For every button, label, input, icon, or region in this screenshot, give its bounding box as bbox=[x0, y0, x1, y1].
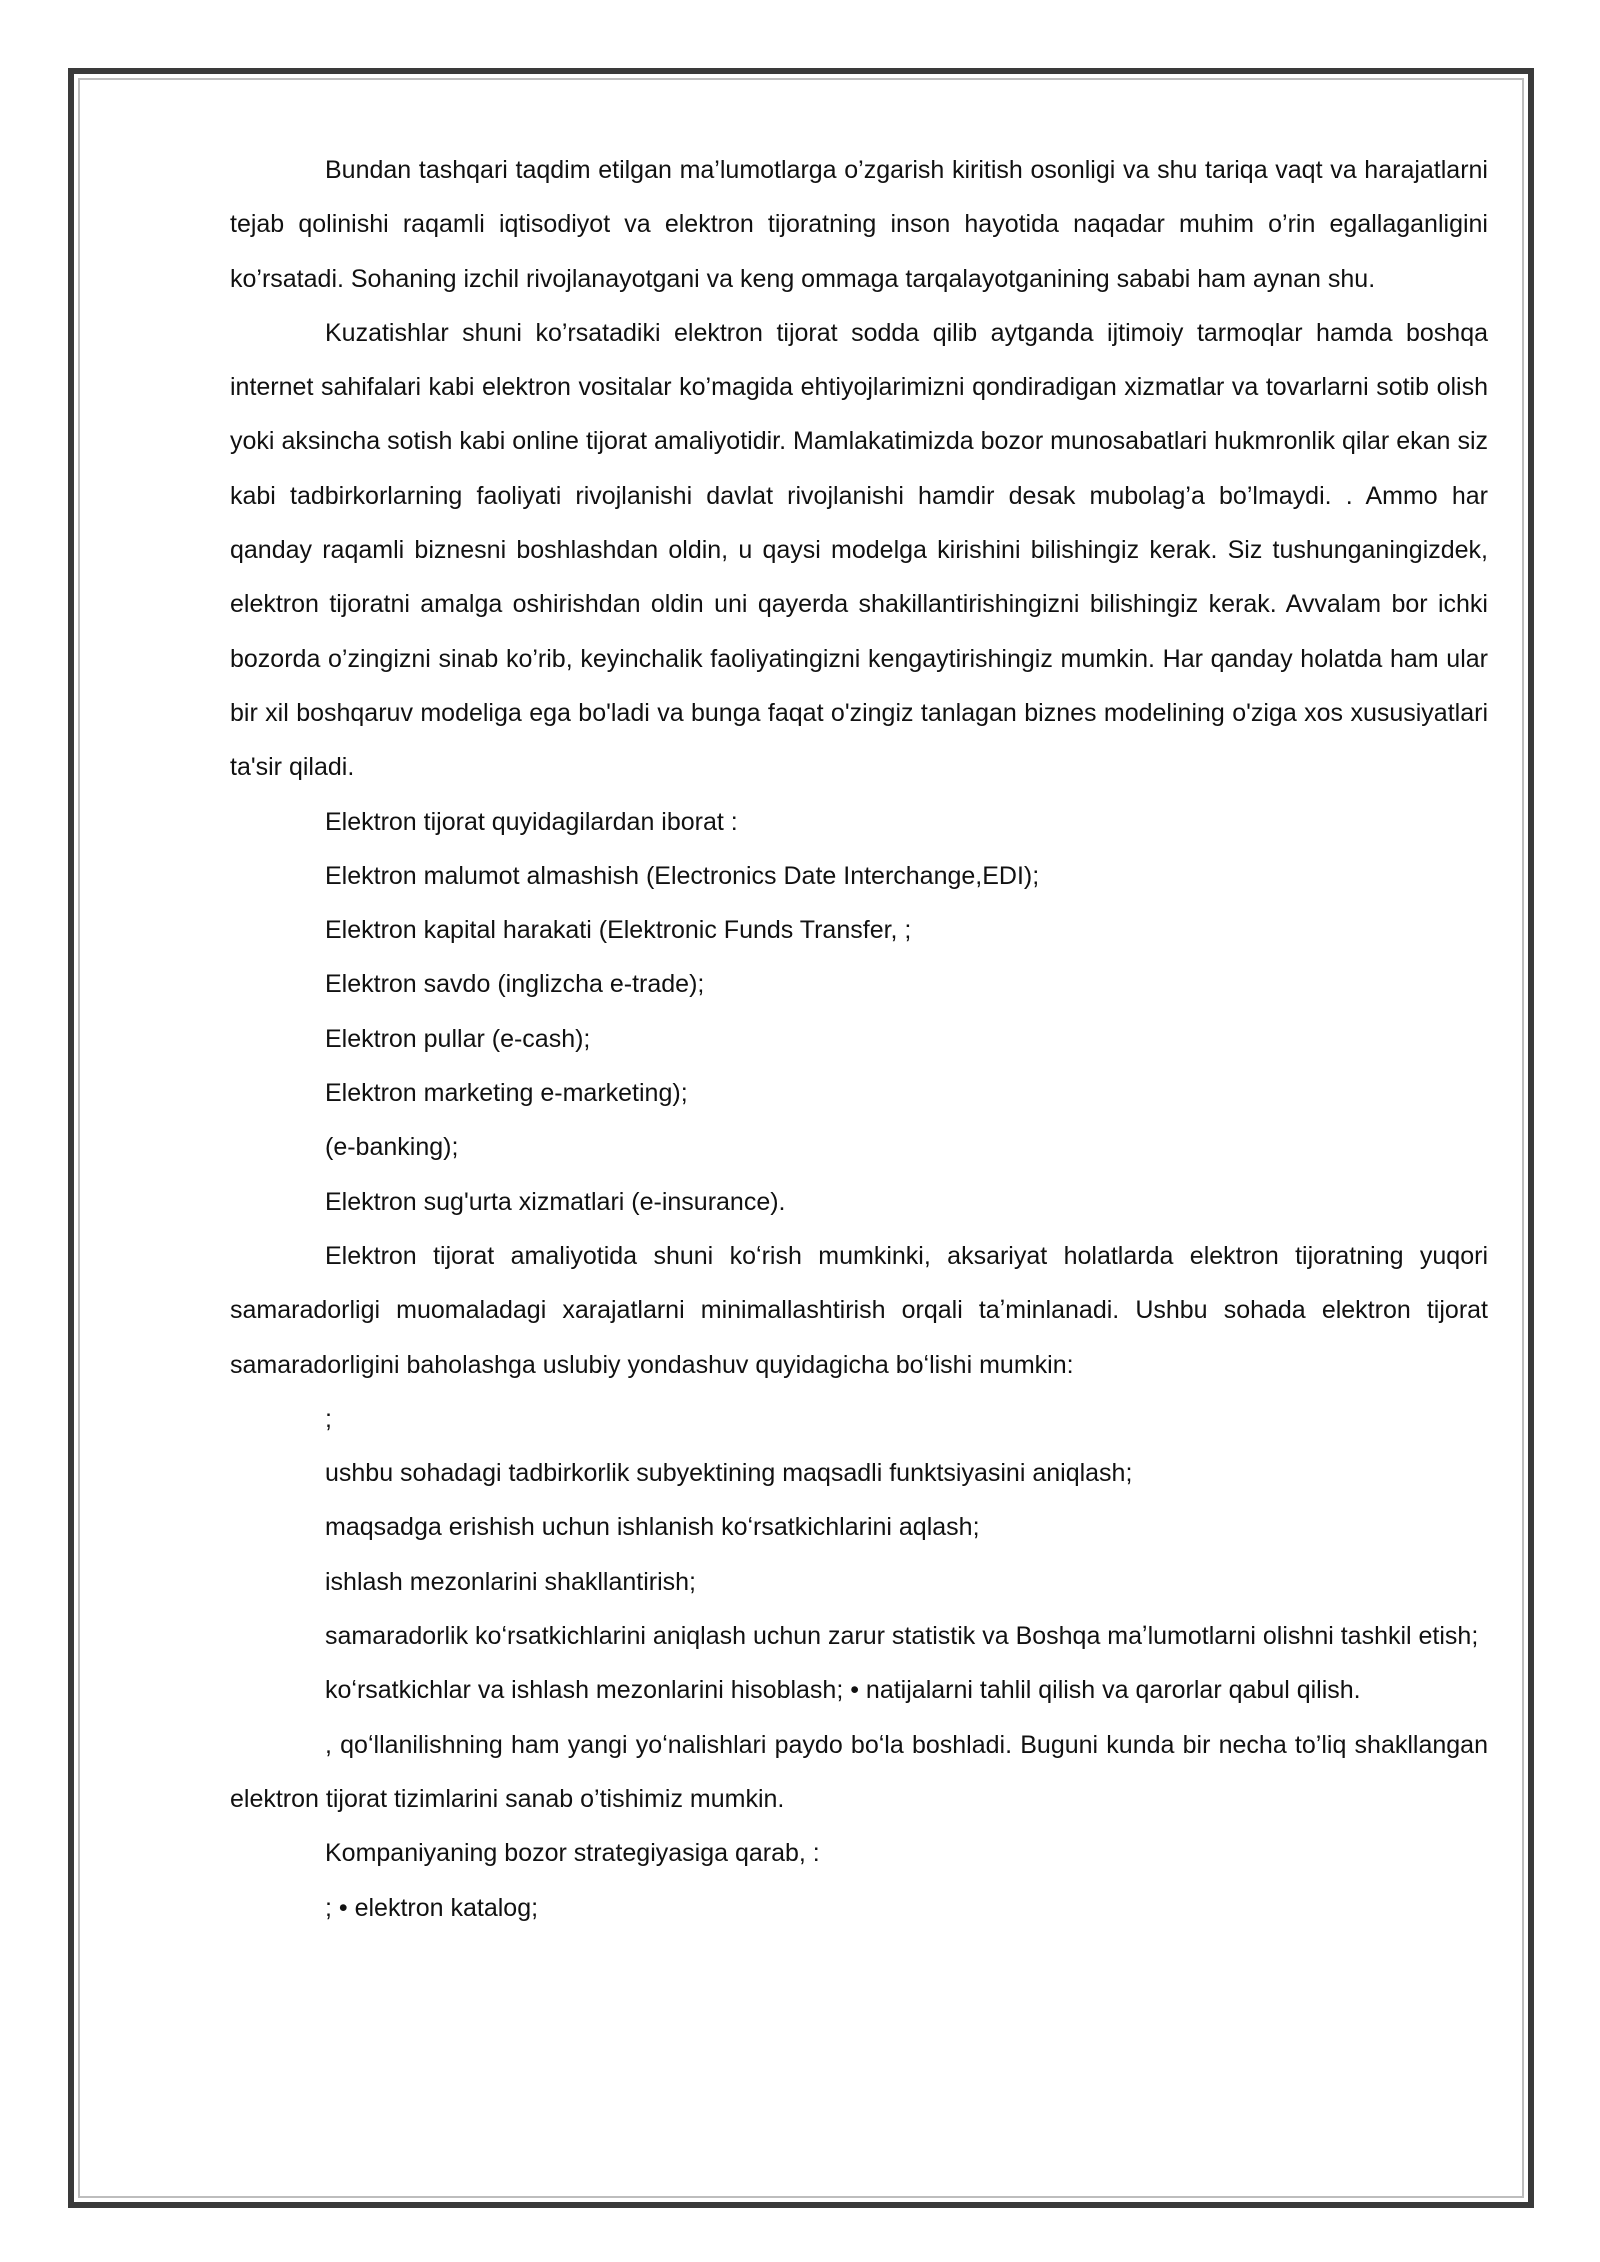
text-line: Elektron tijorat quyidagilardan iborat : bbox=[325, 807, 738, 836]
list-item: maqsadga erishish uchun ishlanish koʻrsatkichlarini aqlash; bbox=[325, 1513, 980, 1542]
document-body bbox=[230, 143, 1488, 1935]
text-line: Kompaniyaning bozor strategiyasiga qarab, : bbox=[325, 1839, 820, 1868]
list-item: Elektron marketing e-marketing); bbox=[325, 1079, 688, 1108]
paragraph: Elektron tijorat amaliyotida shuni koʻrish mumkinki, aksariyat holatlarda elektron tijoratning yuqori samaradorligi muomaladagi xarajatlarni minimallashtirish orqali taʼminlanadi. Ushbu sohada elektron tijorat samaradorligini baholashga uslubiy yondashuv quyidagicha boʻlishi mumkin: bbox=[230, 1241, 1488, 1379]
list-item: Elektron savdo (inglizcha e-trade); bbox=[325, 970, 705, 999]
paragraph: Bundan tashqari taqdim etilgan ma’lumotlarga o’zgarish kiritish osonligi va shu tariqa vaqt va harajatlarni tejab qolinishi raqamli iqtisodiyot va elektron tijoratning inson hayotida naqadar muhim o’rin egallaganligini ko’rsatadi. Sohaning izchil rivojlanayotgani va keng ommaga tarqalayotganining sababi ham aynan shu. bbox=[230, 156, 1488, 293]
paragraph: , qoʻllanilishning ham yangi yoʻnalishlari paydo boʻla boshladi. Buguni kunda bir necha to’liq shakllangan elektron tijorat tizimlarini sanab o’tishimiz mumkin. bbox=[230, 1730, 1488, 1813]
list-item: ushbu sohadagi tadbirkorlik subyektining maqsadli funktsiyasini aniqlash; bbox=[325, 1459, 1133, 1488]
list-item: Elektron sug'urta xizmatlari (e-insurance). bbox=[325, 1187, 786, 1216]
list-item: ishlash mezonlarini shakllantirish; bbox=[325, 1567, 696, 1596]
list-item: ; bbox=[325, 1404, 332, 1433]
list-item: ; • elektron katalog; bbox=[325, 1893, 539, 1922]
list-item: koʻrsatkichlar va ishlash mezonlarini hisoblash; • natijalarni tahlil qilish va qarorlar qabul qilish. bbox=[325, 1676, 1361, 1705]
list-item: Elektron kapital harakati (Elektronic Funds Transfer, ; bbox=[325, 916, 912, 945]
list-item: Elektron pullar (e-cash); bbox=[325, 1024, 591, 1053]
list-item: Elektron malumot almashish (Electronics Date Interchange,EDI); bbox=[325, 861, 1040, 890]
list-item: samaradorlik koʻrsatkichlarini aniqlash uchun zarur statistik va Boshqa maʼlumotlarni olishni tashkil etish; bbox=[325, 1622, 1479, 1651]
list-item: (e-banking); bbox=[325, 1133, 459, 1162]
paragraph: Kuzatishlar shuni ko’rsatadiki elektron tijorat sodda qilib aytganda ijtimoiy tarmoqlar hamda boshqa internet sahifalari kabi elektron vositalar ko’magida ehtiyojlarimizni qondiradigan xizmatlar va tovarlarni sotib olish yoki aksincha sotish kabi online tijorat amaliyotidir. Mamlakatimizda bozor munosabatlari hukmronlik qilar ekan siz kabi tadbirkorlarning faoliyati rivojlanishi davlat rivojlanishi hamdir desak mubolag’a bo’lmaydi. . Ammo har qanday raqamli biznesni boshlashdan oldin, u qaysi modelga kirishini bilishingiz kerak. Siz tushunganingizdek, elektron tijoratni amalga oshirishdan oldin uni qayerda shakillantirishingizni bilishingiz kerak. Avvalam bor ichki bozorda o’zingizni sinab ko’rib, keyinchalik faoliyatingizni kengaytirishingiz mumkin. Har qanday holatda ham ular bir xil boshqaruv modeliga ega bo'ladi va bunga faqat o'zingiz tanlagan biznes modelining o'ziga xos xususiyatlari ta'sir qiladi. bbox=[230, 318, 1488, 782]
